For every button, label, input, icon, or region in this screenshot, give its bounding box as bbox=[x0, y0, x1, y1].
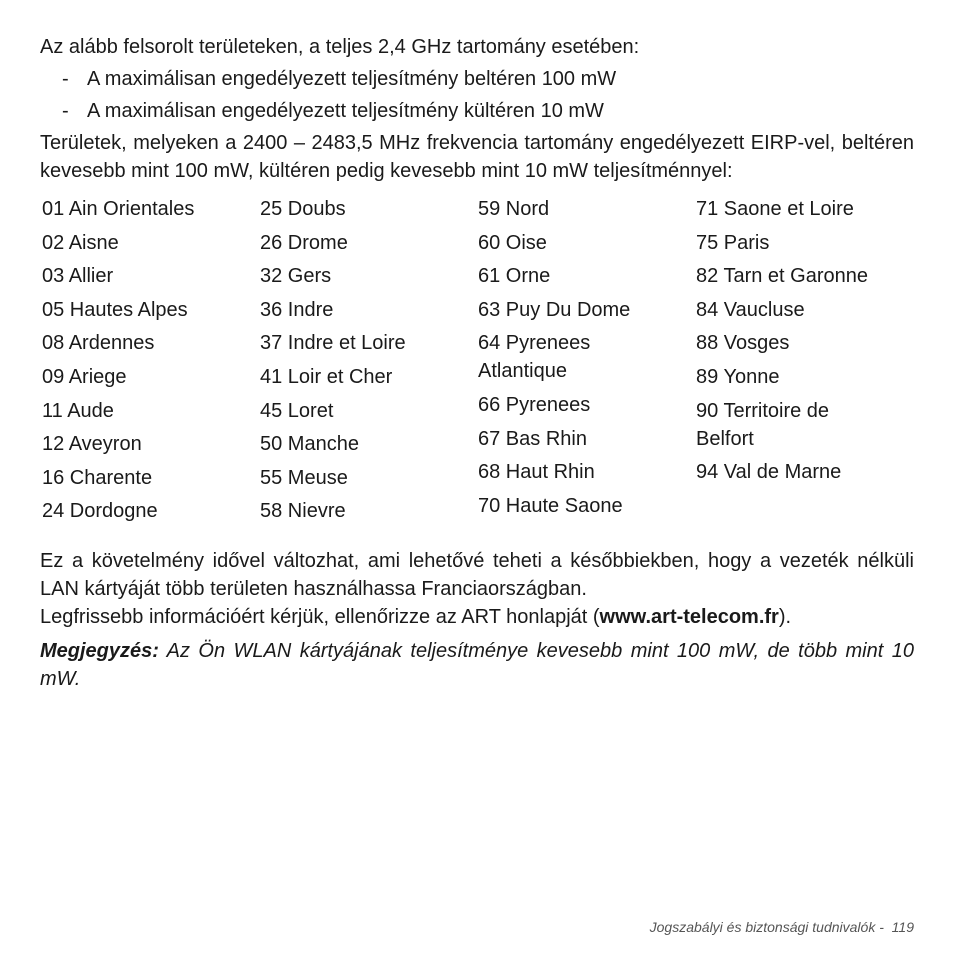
areas-paragraph: Területek, melyeken a 2400 – 2483,5 MHz frekvencia tartomány engedélyezett EIRP-vel, beltéren kevesebb mint 100 mW, kültéren pedig kevesebb mint 10 mW teljesítménnyel: bbox=[40, 132, 914, 182]
region-item: 05 Hautes Alpes bbox=[42, 298, 188, 321]
region-item: 24 Dordogne bbox=[42, 500, 158, 523]
footer-section-title: Jogszabályi és biztonsági tudnivalók - bbox=[649, 919, 884, 935]
region-item: 36 Indre bbox=[260, 298, 334, 321]
note-paragraph bbox=[40, 637, 914, 693]
region-item: 84 Vaucluse bbox=[696, 298, 805, 321]
region-item: 32 Gers bbox=[260, 265, 332, 288]
region-item: 11 Aude bbox=[42, 399, 114, 422]
regions-column-1 bbox=[42, 195, 260, 531]
list-item-text: A maximálisan engedélyezett teljesítmény kültéren 10 mW bbox=[87, 100, 604, 122]
info-suffix: ). bbox=[778, 605, 792, 628]
region-item: 67 Bas Rhin bbox=[478, 427, 587, 450]
region-item: 37 Indre et Loire bbox=[260, 332, 406, 355]
intro-paragraph: Az alább felsorolt területeken, a teljes 2,4 GHz tartomány esetében: bbox=[40, 36, 640, 58]
note-label: Megjegyzés: bbox=[40, 639, 159, 662]
region-item: 12 Aveyron bbox=[42, 433, 142, 456]
regions-column-2 bbox=[260, 195, 478, 531]
region-item: 01 Ain Orientales bbox=[42, 198, 195, 220]
document-page bbox=[40, 33, 914, 693]
region-item: 88 Vosges bbox=[696, 332, 790, 355]
region-item: 16 Charente bbox=[42, 466, 153, 489]
art-website-link[interactable]: www.art-telecom.fr bbox=[599, 605, 779, 628]
region-item: 45 Loret bbox=[260, 399, 334, 422]
region-item: 63 Puy Du Dome bbox=[478, 298, 631, 321]
region-item: 94 Val de Marne bbox=[696, 461, 842, 484]
note-text: Az Ön WLAN kártyájának teljesítménye kevesebb mint 100 mW, de több mint 10 mW. bbox=[40, 639, 914, 690]
region-item: 41 Loir et Cher bbox=[260, 365, 393, 388]
region-item: 66 Pyrenees bbox=[478, 393, 591, 416]
region-item: 75 Paris bbox=[696, 231, 770, 254]
region-item: 61 Orne bbox=[478, 265, 551, 288]
region-item: 82 Tarn et Garonne bbox=[696, 265, 868, 288]
region-item: 55 Meuse bbox=[260, 466, 348, 489]
list-item bbox=[40, 65, 914, 93]
region-item: 09 Ariege bbox=[42, 365, 127, 388]
region-item: 50 Manche bbox=[260, 433, 359, 456]
region-item: 08 Ardennes bbox=[42, 332, 155, 355]
region-item: 70 Haute Saone bbox=[478, 494, 623, 517]
region-item: 26 Drome bbox=[260, 231, 348, 254]
region-item: 71 Saone et Loire bbox=[696, 198, 854, 220]
regions-column-3 bbox=[478, 195, 696, 531]
list-item bbox=[40, 97, 914, 125]
region-item: 58 Nievre bbox=[260, 500, 346, 523]
page-number: 119 bbox=[891, 919, 914, 935]
availability-paragraph bbox=[40, 547, 914, 631]
info-prefix: Legfrissebb információért kérjük, ellenőrizze az ART honlapját ( bbox=[40, 605, 600, 628]
region-item: 68 Haut Rhin bbox=[478, 461, 595, 484]
region-item: 25 Doubs bbox=[260, 198, 346, 220]
power-limits-list bbox=[40, 65, 914, 125]
list-item-text: A maximálisan engedélyezett teljesítmény beltéren 100 mW bbox=[87, 68, 617, 90]
regions-table bbox=[42, 195, 914, 531]
region-item: 02 Aisne bbox=[42, 231, 119, 254]
bullet-dash: - bbox=[62, 100, 69, 122]
info-text bbox=[40, 603, 914, 631]
page-footer bbox=[650, 917, 914, 937]
bullet-dash: - bbox=[62, 68, 69, 90]
regions-column-4 bbox=[696, 195, 914, 531]
region-item: 59 Nord bbox=[478, 198, 550, 220]
region-item: 03 Allier bbox=[42, 265, 114, 288]
region-item: 60 Oise bbox=[478, 231, 547, 254]
region-item: 64 Pyrenees Atlantique bbox=[478, 332, 591, 383]
region-item: 90 Territoire de Belfort bbox=[696, 399, 830, 450]
availability-text: Ez a követelmény idővel változhat, ami lehetővé teheti a későbbiekben, hogy a vezeték nélküli LAN kártyáját több területen használhassa Franciaországban. bbox=[40, 549, 914, 600]
region-item: 89 Yonne bbox=[696, 365, 780, 388]
